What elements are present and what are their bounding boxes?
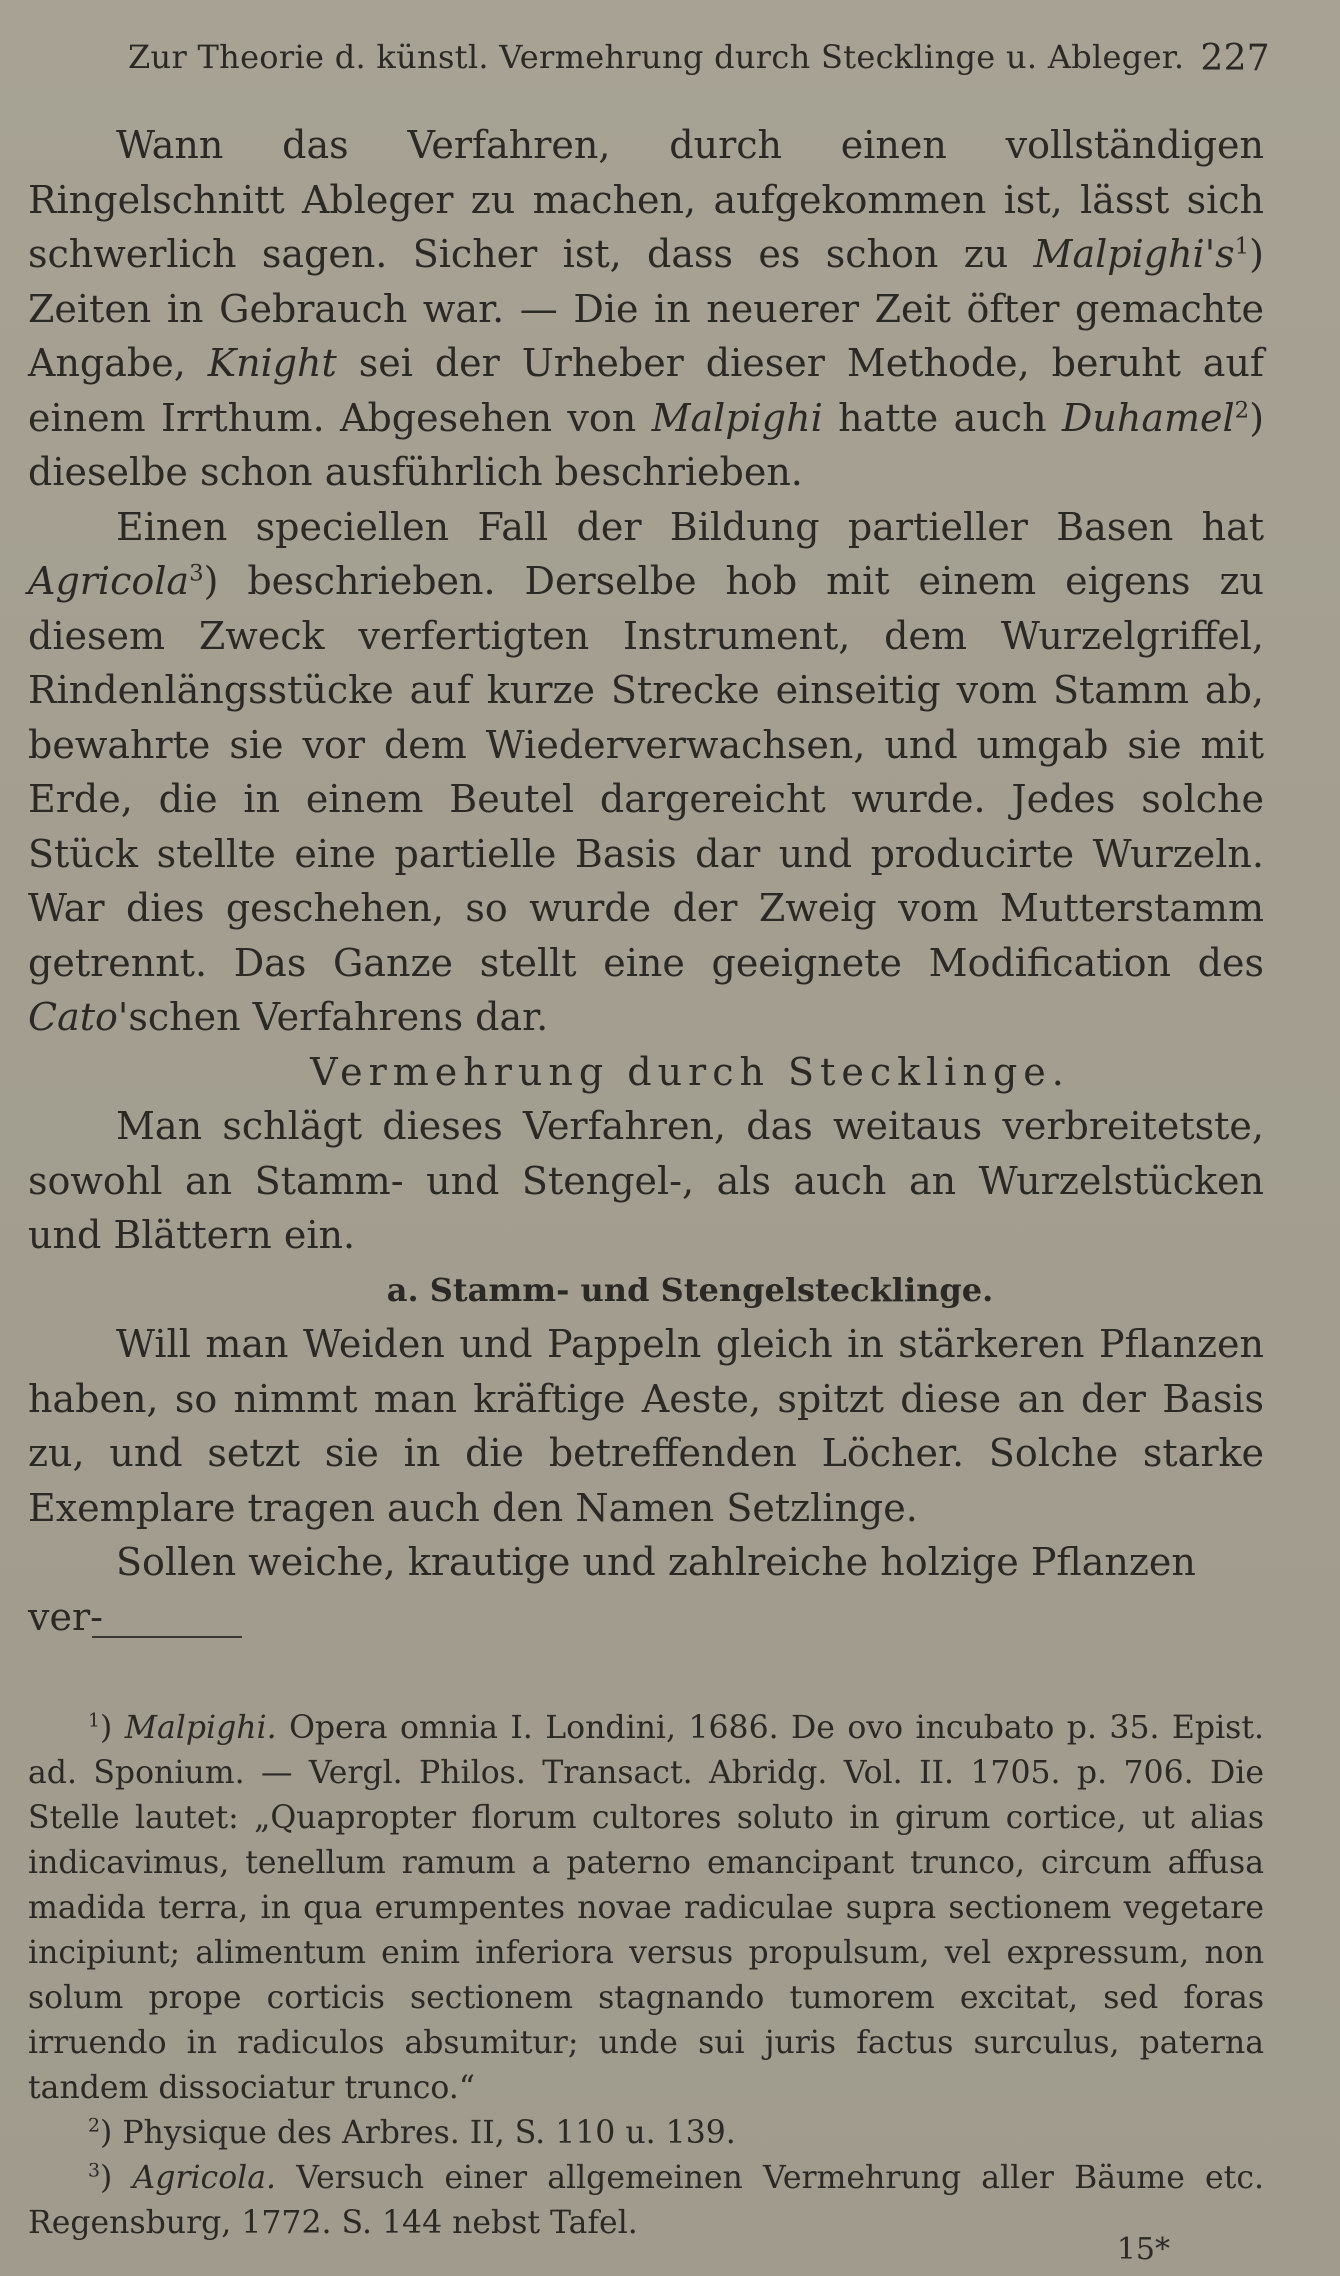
footnote-ref: 1	[1234, 233, 1250, 260]
footnotes	[28, 1706, 1264, 2246]
footnote-2: $^2$) Physique des Arbres. II, S. 110 u. 139.	[88, 2114, 736, 2151]
footnote-ref: 3	[189, 560, 204, 587]
author-name: Knight	[207, 341, 337, 385]
author-name: Agricola	[28, 559, 190, 603]
paragraph-stecklinge-intro: Man schlägt dieses Verfahren, das weitaus verbreitetste, sowohl an Stamm- und Stengel-, als auch an Wurzelstücken und Blättern ein.	[28, 1104, 1264, 1257]
footnote-separator	[92, 1636, 242, 1638]
paragraph-partielle-basen: Einen speciellen Fall der Bildung partieller Basen hat Agricola$^3$) beschrieben. Derselbe hob mit einem eigens zu diesem Zweck verfertigten Instrument, dem Wurzelgriffel, Rindenlängsstücke auf kurze Strecke einseitig vom Stamm ab, bewahrte sie vor dem Wiederverwachsen, und umgab sie mit Erde, die in einem Beutel dargereicht wurde. Jedes solche Stück stellte eine partielle Basis dar und producirte Wurzeln. War dies geschehen, so wurde der Zweig vom Mutterstamm getrennt. Das Ganze stellt eine geeignete Modification des Cato'schen Verfahrens dar.	[28, 504, 1264, 1039]
signature-mark: 15*	[1116, 2232, 1170, 2267]
subsection-title: a. Stamm- und Stengelstecklinge.	[386, 1270, 994, 1309]
footnote-ref: 2	[1234, 396, 1250, 423]
author-name: Malpighi's	[1033, 232, 1235, 276]
running-header	[128, 20, 1270, 80]
paragraph-setzlinge: Will man Weiden und Pappeln gleich in stärkeren Pflanzen haben, so nimmt man kräftige Aeste, spitzt diese an der Basis zu, und setzt sie in die betreffenden Löcher. Solche starke Exemplare tragen auch den Namen Setzlinge.	[28, 1322, 1264, 1530]
author-name: Cato	[28, 995, 118, 1039]
author-name: Malpighi	[651, 395, 823, 440]
author-name: Duhamel	[1061, 395, 1235, 440]
footnote-1: $^1$) Malpighi. Opera omnia I. Londini, 1686. De ovo incubato p. 35. Epist. ad. Sponium. — Vergl. Philos. Transact. Abridg. Vol. II. 1705. p. 706. Die Stelle lautet: „Quapropter florum cultores soluto in girum cortice, ut alias indicavimus, tenellum ramum a paterno emancipant trunco, circum affusa madida terra, in qua erumpentes novae radiculae supra sectionem vegetare incipiunt; alimentum enim inferiora versus propulsum, vel expressum, non solum prope corticis sectionem stagnando tumorem excitat, sed foras irruendo in radiculos absumitur; unde sui juris factus surculus, paterna tandem dissociatur trunco.“	[28, 1709, 1264, 2106]
page-number: 227	[1200, 38, 1270, 79]
section-title: Vermehrung durch Stecklinge.	[310, 1049, 1070, 1094]
paragraph-ringelschnitt: Wann das Verfahren, durch einen vollständigen Ringelschnitt Ableger zu machen, aufgekommen ist, lässt sich schwerlich sagen. Sicher ist, dass es schon zu $Malpighi's^1$) Zeiten in Gebrauch war. — Die in neuerer Zeit öfter gemachte Angabe, Knight sei der Urheber dieser Methode, beruht auf einem Irrthum. Abgesehen von Malpighi hatte auch Duhamel$^2$) dieselbe schon ausführlich beschrieben.	[28, 123, 1265, 494]
running-title: Zur Theorie d. künstl. Vermehrung durch Stecklinge u. Ableger.	[128, 38, 1185, 76]
paragraph-continued: Sollen weiche, krautige und zahlreiche holzige Pflanzen ver-	[28, 1540, 1196, 1639]
main-text	[28, 118, 1264, 1644]
footnote-3: $^3$) Agricola. Versuch einer allgemeinen Vermehrung aller Bäume etc. Regensburg, 1772. S. 144 nebst Tafel.	[28, 2159, 1264, 2241]
